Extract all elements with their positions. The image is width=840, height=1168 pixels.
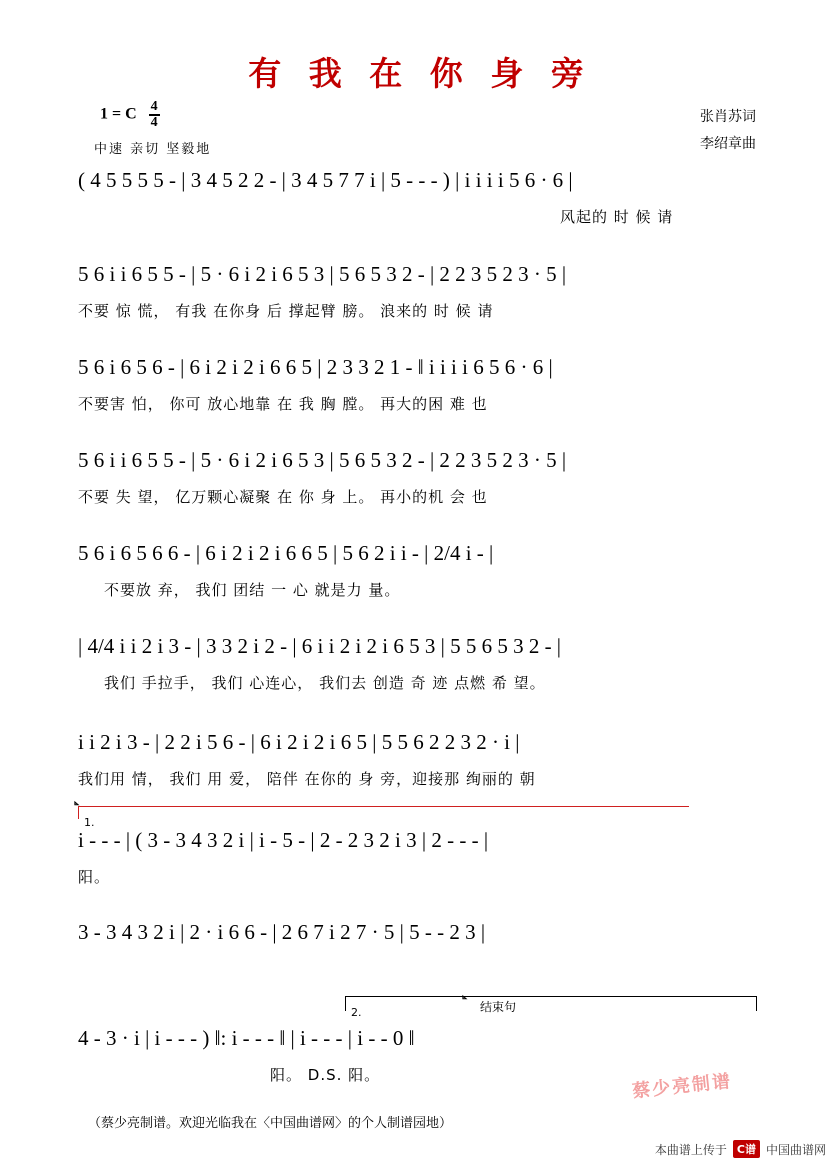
lyricist-credit: 张肖苏词 <box>700 109 756 125</box>
system-7-lyrics: 我们用 情， 我们 用 爱， 陪伴 在你的 身 旁，迎接那 绚丽的 朝 <box>78 770 536 788</box>
system-9 <box>0 920 840 958</box>
site-logo-icon: C谱 <box>733 1140 760 1158</box>
time-signature-numerator: 4 <box>150 99 158 114</box>
tempo-marking: 中速 亲切 坚毅地 <box>94 142 212 157</box>
credits <box>700 104 756 157</box>
composer-credit: 李绍章曲 <box>700 135 756 152</box>
site-name: 中国曲谱网 <box>765 1142 826 1157</box>
system-6-notes: | 4/4 i i 2 i 3 - | 3 3 2 i 2 - | 6 i i 2 i 2 i 6 5 3 | 5 5 6 5 3 2 - | <box>78 634 562 658</box>
system-8 <box>0 790 840 890</box>
second-ending-bracket <box>345 996 757 1011</box>
time-signature <box>149 100 160 130</box>
system-2-lyrics: 不要 惊 慌， 有我 在你身 后 撑起臂 膀。 浪来的 时 候 请 <box>78 302 494 320</box>
system-5 <box>0 541 840 603</box>
system-8-notes: i - - - | ( 3 - 3 4 3 2 i | i - 5 - | 2 - 2 3 2 i 3 | 2 - - - | <box>78 828 489 852</box>
upload-credit <box>655 1140 826 1158</box>
system-1 <box>0 168 840 230</box>
system-3-notes: 5 6 i 6 5 6 - | 6 i 2 i 2 i 6 6 5 | 2 3 3 2 1 - ‖ i i i i 6 5 6 · 6 | <box>78 355 553 379</box>
system-3-lyrics: 不要害 怕， 你可 放心地靠 在 我 胸 膛。 再大的困 难 也 <box>78 395 488 413</box>
system-4-notes: 5 6 i i 6 5 5 - | 5 · 6 i 2 i 6 5 3 | 5 6 5 3 2 - | 2 2 3 5 2 3 · 5 | <box>78 448 567 472</box>
system-4 <box>0 448 840 510</box>
system-4-lyrics: 不要 失 望， 亿万颗心凝聚 在 你 身 上。 再小的机 会 也 <box>78 488 488 506</box>
upload-text: 本曲谱上传于 <box>654 1142 727 1157</box>
key-label: 1 = C <box>100 105 137 123</box>
system-5-notes: 5 6 i 6 5 6 6 - | 6 i 2 i 2 i 6 6 5 | 5 6 2 i i - | 2/4 i - | <box>78 541 494 565</box>
system-8-lyrics: 阳。 <box>78 868 111 886</box>
segno-icon: 𝅊 <box>74 790 80 809</box>
system-10-notes: 4 - 3 · i | i - - - ) ‖: i - - - ‖ | i - - - | i - - 0 ‖ <box>78 1026 415 1050</box>
watermark-stamp: 蔡少亮制谱 <box>631 1070 733 1103</box>
page-title: 有 我 在 你 身 旁 <box>248 54 592 93</box>
coda-icon: 𝅊 <box>462 984 468 1003</box>
system-7 <box>0 730 840 792</box>
system-1-lyrics: 风起的 时 候 请 <box>560 208 674 226</box>
system-7-notes: i i 2 i 3 - | 2 2 i 5 6 - | 6 i 2 i 2 i 6 5 | 5 5 6 2 2 3 2 · i | <box>78 730 520 754</box>
system-10-lyrics: 阳。 D.S. 阳。 <box>270 1066 381 1084</box>
system-2 <box>0 262 840 324</box>
system-5-lyrics: 不要放 弃， 我们 团结 一 心 就是力 量。 <box>104 581 401 599</box>
first-ending-label: 1. <box>84 816 95 829</box>
system-2-notes: 5 6 i i 6 5 5 - | 5 · 6 i 2 i 6 5 3 | 5 6 5 3 2 - | 2 2 3 5 2 3 · 5 | <box>78 262 567 286</box>
system-9-notes: 3 - 3 4 3 2 i | 2 · i 6 6 - | 2 6 7 i 2 7 · 5 | 5 - - 2 3 | <box>78 920 486 944</box>
coda-label: 结束句 <box>480 1000 517 1014</box>
second-ending-label: 2. <box>351 1006 362 1019</box>
footnote: （蔡少亮制谱。欢迎光临我在〈中国曲谱网〉的个人制谱园地） <box>88 1116 453 1131</box>
system-6 <box>0 634 840 696</box>
first-ending-bracket <box>78 806 689 819</box>
key-signature <box>100 100 160 130</box>
system-6-lyrics: 我们 手拉手， 我们 心连心， 我们去 创造 奇 迹 点燃 希 望。 <box>104 674 546 692</box>
time-signature-denominator: 4 <box>150 115 158 130</box>
system-3 <box>0 355 840 417</box>
system-1-notes: ( 4 5 5 5 5 - | 3 4 5 2 2 - | 3 4 5 7 7 i | 5 - - - ) | i i i i 5 6 · 6 | <box>78 168 573 192</box>
